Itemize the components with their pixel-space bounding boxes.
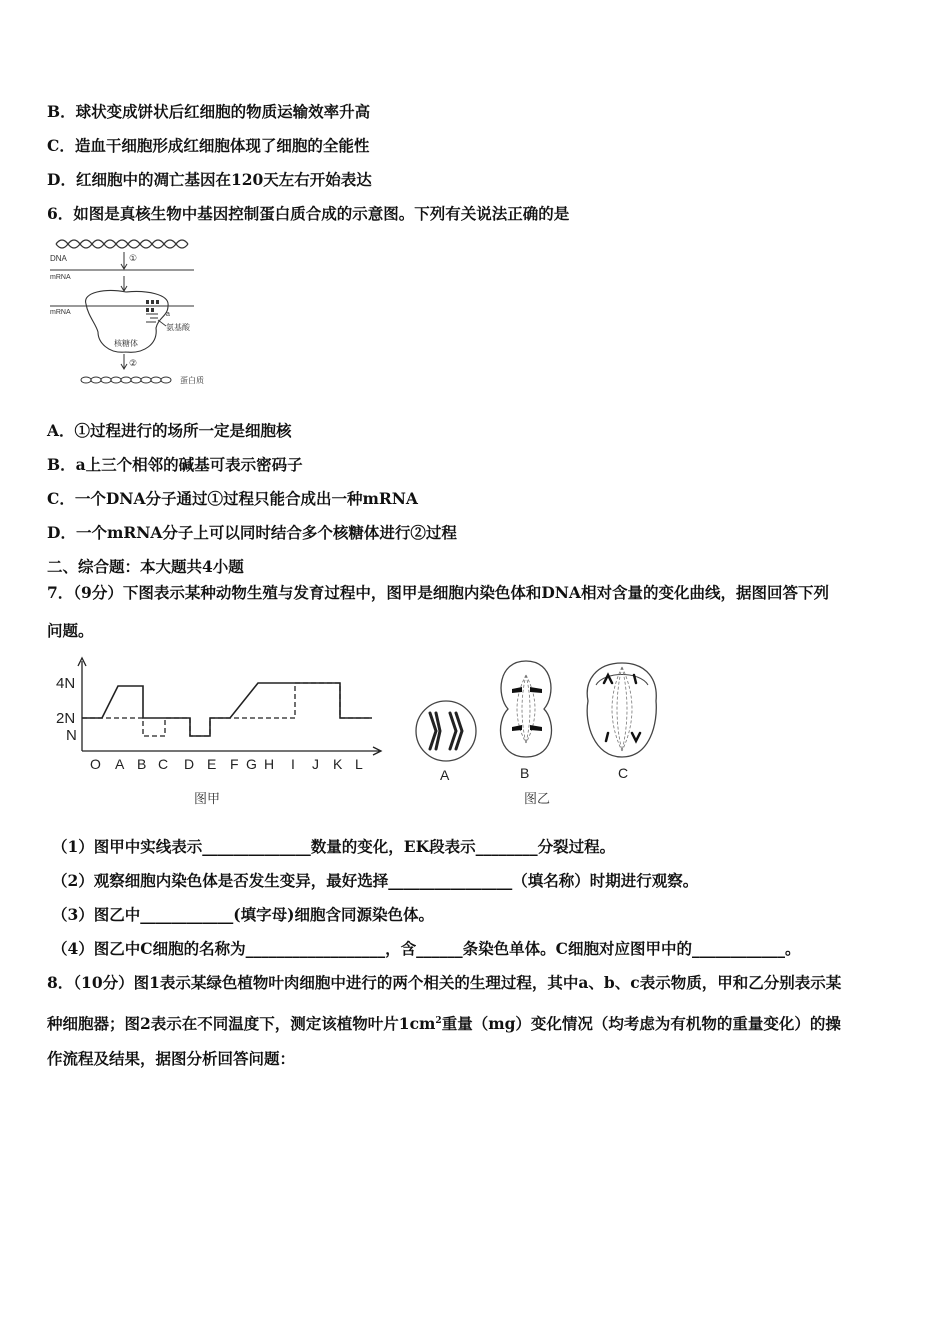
q7-stem-line1: 7．（9分）下图表示某种动物生殖与发育过程中，图甲是细胞内染色体和DNA相对含量的变化曲线，据图回答下列 <box>47 583 829 602</box>
x-label-k: K <box>333 756 343 772</box>
q8-line1: 8．（10分）图1表示某绿色植物叶肉细胞中进行的两个相关的生理过程，其中a、b、c表示物质，甲和乙分别表示某 <box>47 973 842 992</box>
y-label-n: N <box>66 727 77 744</box>
mrna-mid-label: mRNA <box>50 309 71 316</box>
dna-label: DNA <box>50 254 67 263</box>
figure-jia-caption: 图甲 <box>194 791 221 806</box>
q8-line2-sup: 2 <box>435 1016 442 1026</box>
dna-strand-1 <box>56 240 188 248</box>
q7-sub1: （1）图甲中实线表示______________数量的变化，EK段表示________分裂过程。 <box>52 837 616 856</box>
step2-label: ② <box>129 358 138 368</box>
q8-line2a: 种细胞器；图2表示在不同温度下，测定该植物叶片1cm <box>47 1014 436 1034</box>
y-label-2n: 2N <box>56 710 76 727</box>
q6-option-a: A．①过程进行的场所一定是细胞核 <box>47 421 292 440</box>
cell-b-label: B <box>520 765 530 781</box>
x-label-a: A <box>115 756 125 772</box>
cell-a <box>416 701 476 761</box>
q7-stem-line2: 问题。 <box>47 621 94 640</box>
cell-c-label: C <box>618 765 629 781</box>
gene-expression-figure <box>46 232 236 394</box>
q6-option-d: D．一个mRNA分子上可以同时结合多个核糖体进行②过程 <box>47 523 457 542</box>
q8-line2 <box>47 1011 841 1034</box>
x-label-f: F <box>230 756 239 772</box>
q7-sub3: （3）图乙中____________(填字母)细胞含同源染色体。 <box>52 905 434 924</box>
q5-option-b: B．球状变成饼状后红细胞的物质运输效率升高 <box>47 102 371 121</box>
x-label-g: G <box>246 756 257 772</box>
q6-stem: 6．如图是真核生物中基因控制蛋白质合成的示意图。下列有关说法正确的是 <box>47 204 570 223</box>
cell-c <box>587 663 656 757</box>
mrna-top-label: mRNA <box>50 274 71 281</box>
x-label-j: J <box>312 756 319 772</box>
section2-heading: 二、综合题：本大题共4小题 <box>47 557 244 576</box>
q5-option-c: C．造血干细胞形成红细胞体现了细胞的全能性 <box>47 136 370 155</box>
amino-acid-label: 氨基酸 <box>166 323 190 332</box>
protein-label: 蛋白质 <box>180 376 204 385</box>
ribosome-label: 核糖体 <box>114 339 138 348</box>
protein-chain <box>81 377 171 383</box>
y-label-4n: 4N <box>56 675 76 692</box>
q7-sub2: （2）观察细胞内染色体是否发生变异，最好选择________________（填名称）时期进行观察。 <box>52 871 699 890</box>
cell-a-label: A <box>440 767 450 783</box>
q6-option-b: B．a上三个相邻的碱基可表示密码子 <box>47 455 303 474</box>
q8-line2b: 重量（mg）变化情况（均考虑为有机物的重量变化）的操 <box>441 1014 841 1034</box>
figure-yi-cells <box>408 653 668 811</box>
solid-curve <box>82 683 372 736</box>
step1-label: ① <box>129 253 138 263</box>
a-label: a <box>166 311 170 318</box>
x-label-c: C <box>158 756 169 772</box>
q8-line3: 作流程及结果，据图分析回答问题： <box>47 1049 296 1068</box>
x-label-e: E <box>207 756 217 772</box>
x-label-h: H <box>264 756 275 772</box>
q6-option-c: C．一个DNA分子通过①过程只能合成出一种mRNA <box>47 489 418 508</box>
x-label-o: O <box>90 756 101 772</box>
figure-yi-caption: 图乙 <box>524 791 551 806</box>
x-label-i: I <box>291 756 295 772</box>
dna-strand-2 <box>56 240 188 248</box>
q7-sub4: （4）图乙中C细胞的名称为__________________，含______条染色单体。C细胞对应图甲中的____________。 <box>52 939 801 958</box>
cell-b <box>501 661 552 757</box>
dashed-curve <box>82 683 372 736</box>
x-label-b: B <box>137 756 147 772</box>
x-label-l: L <box>355 756 363 772</box>
figure-jia-chart <box>50 653 390 811</box>
q5-option-d: D．红细胞中的凋亡基因在120天左右开始表达 <box>47 170 372 189</box>
x-label-d: D <box>184 756 195 772</box>
